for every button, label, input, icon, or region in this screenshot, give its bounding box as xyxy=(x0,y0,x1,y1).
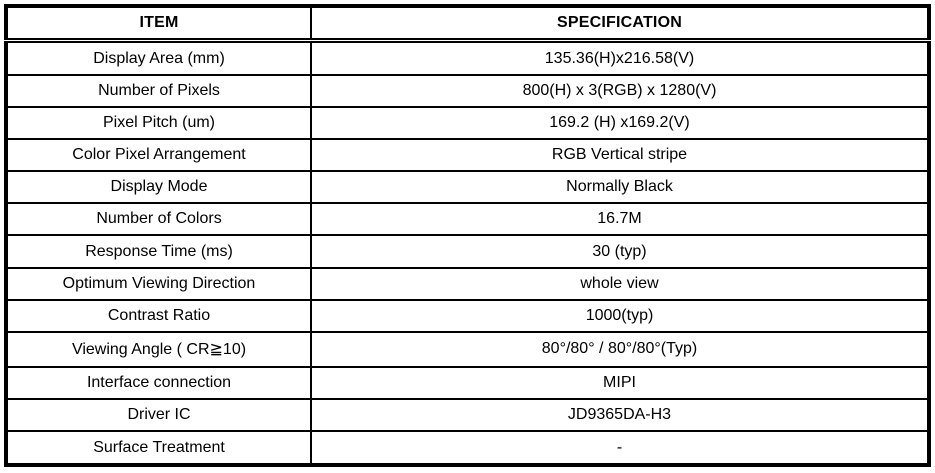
specification-column-header: SPECIFICATION xyxy=(311,6,929,41)
item-cell: Driver IC xyxy=(6,399,311,431)
spec-cell: MIPI xyxy=(311,367,929,399)
table-row xyxy=(6,41,929,76)
specification-table xyxy=(4,4,931,467)
spec-cell: 135.36(H)x216.58(V) xyxy=(311,41,929,76)
item-cell: Color Pixel Arrangement xyxy=(6,139,311,171)
item-cell: Optimum Viewing Direction xyxy=(6,268,311,300)
spec-cell: 30 (typ) xyxy=(311,235,929,267)
header-row xyxy=(6,6,929,41)
item-cell: Contrast Ratio xyxy=(6,300,311,332)
spec-cell: 80°/80° / 80°/80°(Typ) xyxy=(311,332,929,367)
spec-cell: - xyxy=(311,431,929,465)
spec-cell: RGB Vertical stripe xyxy=(311,139,929,171)
table-row xyxy=(6,399,929,431)
item-cell: Display Area (mm) xyxy=(6,41,311,76)
item-cell: Display Mode xyxy=(6,171,311,203)
spec-cell: 1000(typ) xyxy=(311,300,929,332)
spec-cell: whole view xyxy=(311,268,929,300)
table-body xyxy=(6,41,929,466)
table-row xyxy=(6,235,929,267)
item-cell: Number of Pixels xyxy=(6,75,311,107)
spec-cell: JD9365DA-H3 xyxy=(311,399,929,431)
table-row xyxy=(6,367,929,399)
table-row xyxy=(6,268,929,300)
table-row xyxy=(6,431,929,465)
table-row xyxy=(6,332,929,367)
table-row xyxy=(6,300,929,332)
table-row xyxy=(6,203,929,235)
table-row xyxy=(6,171,929,203)
spec-cell: 16.7M xyxy=(311,203,929,235)
table-row xyxy=(6,75,929,107)
table-row xyxy=(6,139,929,171)
table-row xyxy=(6,107,929,139)
item-column-header: ITEM xyxy=(6,6,311,41)
item-cell: Response Time (ms) xyxy=(6,235,311,267)
item-cell: Surface Treatment xyxy=(6,431,311,465)
item-cell: Pixel Pitch (um) xyxy=(6,107,311,139)
spec-cell: 169.2 (H) x169.2(V) xyxy=(311,107,929,139)
spec-cell: Normally Black xyxy=(311,171,929,203)
item-cell: Interface connection xyxy=(6,367,311,399)
item-cell: Number of Colors xyxy=(6,203,311,235)
spec-cell: 800(H) x 3(RGB) x 1280(V) xyxy=(311,75,929,107)
item-cell: Viewing Angle ( CR≧10) xyxy=(6,332,311,367)
